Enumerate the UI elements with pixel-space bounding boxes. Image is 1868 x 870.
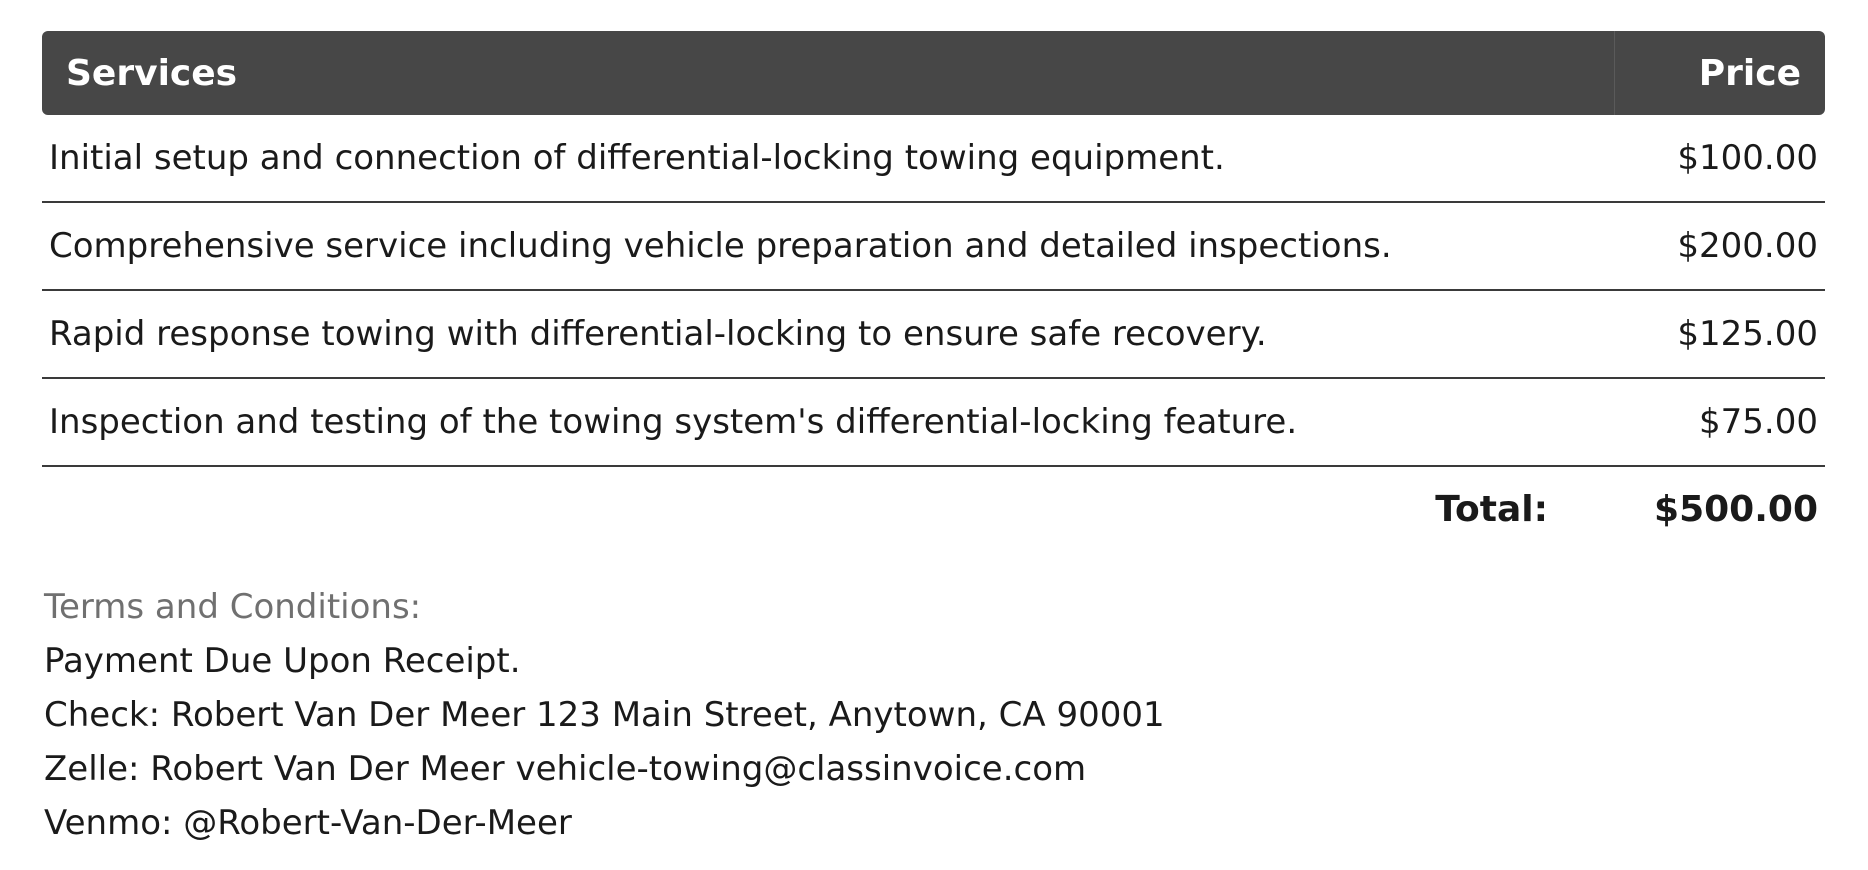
service-description: Rapid response towing with differential-locking to ensure safe recovery.: [49, 314, 1267, 354]
table-row: [42, 115, 1825, 203]
service-price: $100.00: [1677, 138, 1818, 178]
table-row: [42, 379, 1825, 467]
table-header: [42, 31, 1825, 115]
terms-zelle-details: Zelle: Robert Van Der Meer vehicle-towing@classinvoice.com: [44, 749, 1087, 789]
services-column-header: Services: [66, 52, 238, 94]
service-price: $75.00: [1699, 402, 1818, 442]
services-table: [42, 31, 1825, 551]
service-price: $125.00: [1677, 314, 1818, 354]
total-value: $500.00: [1654, 488, 1818, 530]
service-price: $200.00: [1677, 226, 1818, 266]
terms-venmo-details: Venmo: @Robert-Van-Der-Meer: [44, 803, 572, 843]
service-description: Comprehensive service including vehicle preparation and detailed inspections.: [49, 226, 1392, 266]
terms-payment-due: Payment Due Upon Receipt.: [44, 641, 521, 681]
total-row: [42, 467, 1825, 551]
price-column-header: Price: [1614, 31, 1825, 115]
terms-heading: Terms and Conditions:: [44, 587, 422, 627]
service-description: Inspection and testing of the towing system's differential-locking feature.: [49, 402, 1298, 442]
table-row: [42, 291, 1825, 379]
service-description: Initial setup and connection of differential-locking towing equipment.: [49, 138, 1225, 178]
table-row: [42, 203, 1825, 291]
terms-section: [44, 580, 1165, 850]
terms-check-details: Check: Robert Van Der Meer 123 Main Street, Anytown, CA 90001: [44, 695, 1165, 735]
total-label: Total:: [1435, 488, 1549, 530]
